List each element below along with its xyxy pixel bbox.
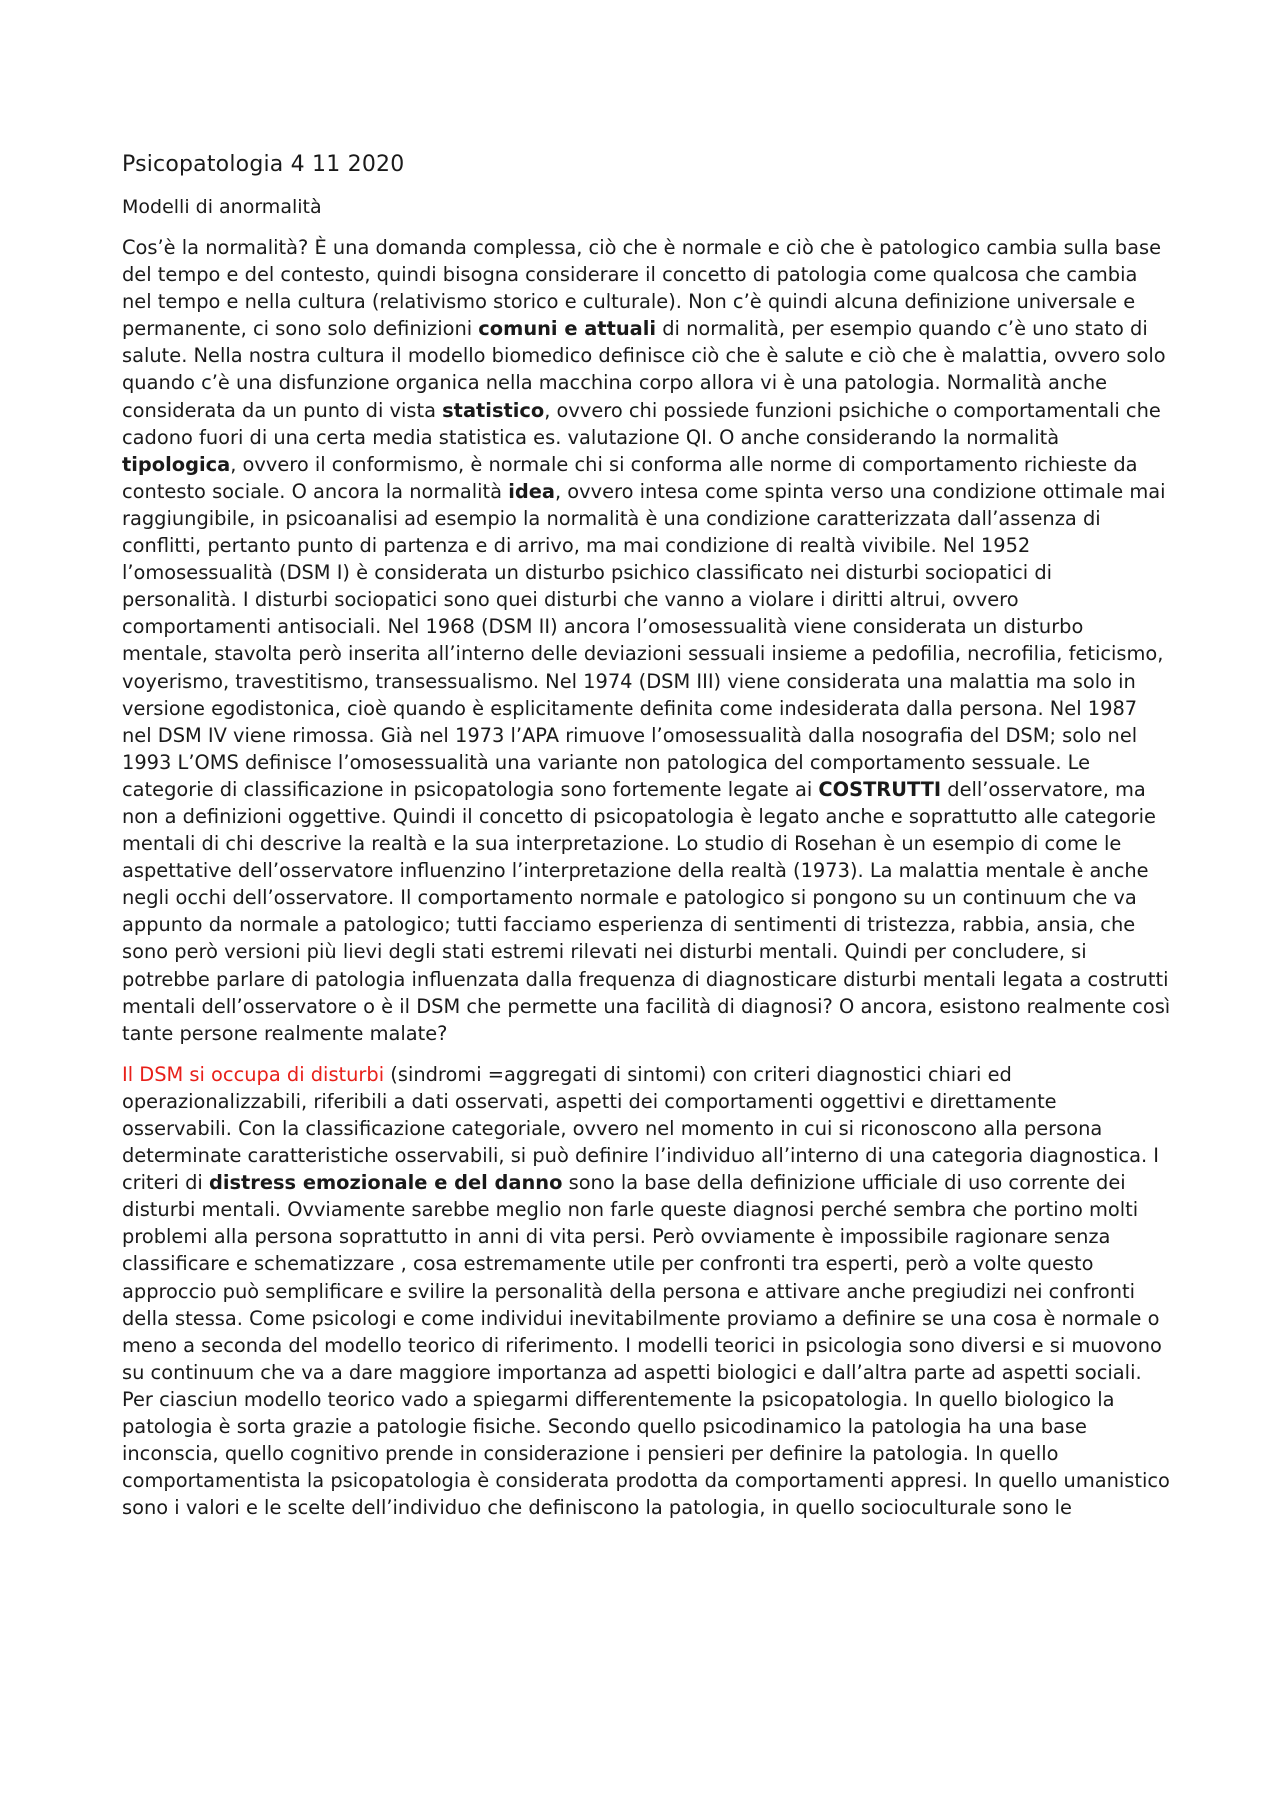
text-run: sono la base della definizione ufficiale di uso corrente dei disturbi mentali. Ovviamente sarebbe meglio non farle queste diagnosi perché sembra che portino molti problemi alla persona soprattutto in anni di vita persi. Però ovviamente è impossibile ragionare senza classificare e schematizzare , cosa estremamente utile per confronti tra esperti, però a volte questo approccio può semplificare e svilire la personalità della persona e attivare anche pregiudizi nei confronti della stessa. Come psicologi e come individui inevitabilmente proviamo a definire se una cosa è normale o meno a seconda del modello teorico di riferimento. I modelli teorici in psicologia sono diversi e si muovono su continuum che va a dare maggiore importanza ad aspetti biologici e dall’altra parte ad aspetti sociali. Per ciasciun modello teorico vado a spiegarmi differentemente la psicopatologia. In quello biologico la patologia è sorta grazie a patologie fisiche. Secondo quello psicodinamico la patologia ha una base inconscia, quello cognitivo prende in considerazione i pensieri per definire la patologia. In quello comportamentista la psicopatologia è considerata prodotta da comportamenti appresi. In quello umanistico sono i valori e le scelte dell’individuo che definiscono la patologia, in quello socioculturale sono le (122, 1171, 1170, 1520)
bold-term-statistico: statistico (442, 398, 545, 422)
bold-term-distress: distress emozionale e del danno (208, 1171, 563, 1195)
text-run: (sindromi =aggregati di sintomi) con criteri diagnostici chiari ed operazionalizzabili, riferibili a dati osservati, aspetti dei comportamenti oggettivi e direttamente osservabili. Con la classificazione categoriale, ovvero nel momento in cui si riconoscono alla persona determinate caratteristiche osservabili, si può definire l’individuo all’interno di una categoria diagnostica. I criteri di (122, 1062, 1160, 1195)
paragraph-dsm (122, 1061, 1172, 1522)
bold-term-costrutti: COSTRUTTI (818, 777, 942, 801)
text-run: Cos’è la normalità? È una domanda complessa, ciò che è normale e ciò che è patologico cambia sulla base del tempo e del contesto, quindi bisogna considerare il concetto di patologia come qualcosa che cambia nel tempo e nella cultura (relativismo storico e culturale). Non c’è quindi alcuna definizione universale e permanente, ci sono solo definizioni (122, 236, 1162, 341)
bold-term-comuni-attuali: comuni e attuali (478, 317, 657, 341)
bold-term-idea: idea (508, 479, 555, 503)
text-run: , ovvero intesa come spinta verso una condizione ottimale mai raggiungibile, in psicoanalisi ad esempio la normalità è una condizione caratterizzata dall’assenza di conflitti, pertanto punto di partenza e di arrivo, ma mai condizione di realtà vivibile. Nel 1952 l’omosessualità (DSM I) è considerata un disturbo psichico classificato nei disturbi sociopatici di personalità. I disturbi sociopatici sono quei disturbi che vanno a violare i diritti altrui, ovvero comportamenti antisociali. Nel 1968 (DSM II) ancora l’omosessualità viene considerata un disturbo mentale, stavolta però inserita all’interno delle deviazioni sessuali insieme a pedofilia, necrofilia, feticismo, voyerismo, travestitismo, transessualismo. Nel 1974 (DSM III) viene considerata una malattia ma solo in versione egodistonica, cioè quando è esplicitamente definita come indesiderata dalla persona. Nel 1987 nel DSM IV viene rimossa. Già nel 1973 l’APA rimuove l’omosessualità dalla nosografia del DSM; solo nel 1993 L’OMS definisce l’omosessualità una variante non patologica del comportamento sessuale. Le categorie di classificazione in psicopatologia sono fortemente legate ai (122, 479, 1166, 801)
page-title: Psicopatologia 4 11 2020 (122, 152, 405, 177)
text-run: di normalità, per esempio quando c’è uno stato di salute. Nella nostra cultura il modello biomedico definisce ciò che è salute e ciò che è malattia, ovvero solo quando c’è una disfunzione organica nella macchina corpo allora vi è una patologia. Normalità anche considerata da un punto di vista (122, 317, 1166, 422)
text-run: , ovvero chi possiede funzioni psichiche o comportamentali che cadono fuori di una certa media statistica es. valutazione QI. O anche considerando la normalità (122, 398, 1161, 449)
text-run: dell’osservatore, ma non a definizioni oggettive. Quindi il concetto di psicopatologia è legato anche e soprattutto alle categorie mentali di chi descrive la realtà e la sua interpretazione. Lo studio di Rosehan è un esempio di come le aspettative dell’osservatore influenzino l’interpretazione della realtà (1973). La malattia mentale è anche negli occhi dell’osservatore. Il comportamento normale e patologico si pongono su un continuum che va appunto da normale a patologico; tutti facciamo esperienza di sentimenti di tristezza, rabbia, ansia, che sono però versioni più lievi degli stati estremi rilevati nei disturbi mentali. Quindi per concludere, si potrebbe parlare di patologia influenzata dalla frequenza di diagnosticare disturbi mentali legata a costrutti mentali dell’osservatore o è il DSM che permette una facilità di diagnosi? O ancora, esistono realmente così tante persone realmente malate? (122, 777, 1171, 1045)
paragraph-normality (122, 234, 1172, 1047)
document-page (122, 150, 1172, 1535)
text-run: , ovvero il conformismo, è normale chi si conforma alle norme di comportamento richieste da contesto sociale. O ancora la normalità (122, 452, 1138, 503)
highlighted-red-text: Il DSM si occupa di disturbi (122, 1062, 385, 1086)
section-heading: Modelli di anormalità (122, 196, 322, 218)
bold-term-tipologica: tipologica (122, 452, 231, 476)
